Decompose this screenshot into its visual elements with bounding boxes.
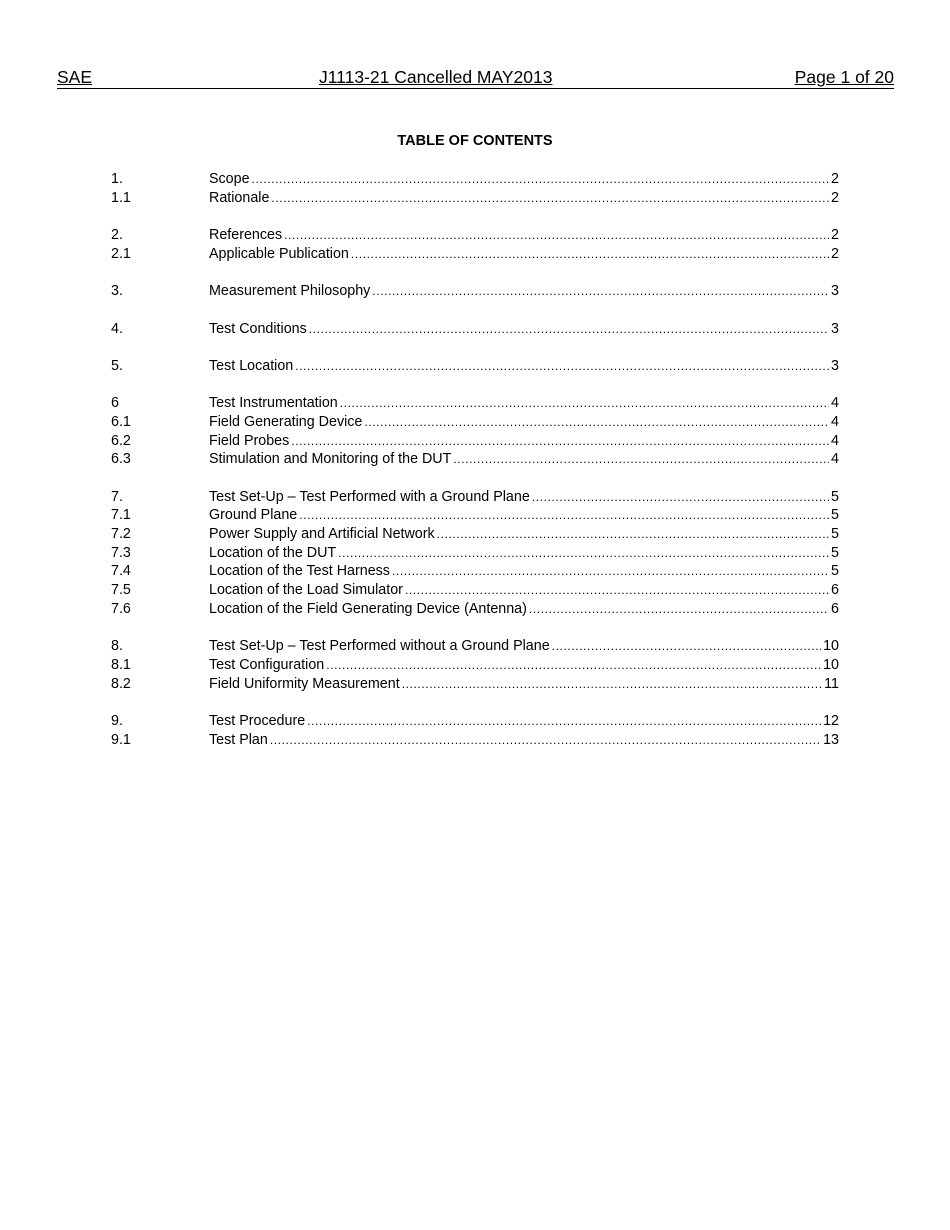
header-document-id: J1113-21 Cancelled MAY2013 bbox=[319, 67, 553, 87]
toc-entry-page: 3 bbox=[831, 357, 839, 374]
toc-entry-number: 8.1 bbox=[111, 656, 131, 673]
toc-entry[interactable] bbox=[111, 525, 839, 544]
dot-leader bbox=[351, 245, 829, 264]
toc-entry-page: 3 bbox=[831, 320, 839, 337]
toc-entry-title: Location of the Test Harness bbox=[209, 563, 390, 580]
toc-entry-number: 6 bbox=[111, 395, 119, 412]
toc-entry[interactable] bbox=[111, 282, 839, 301]
toc-entry[interactable] bbox=[111, 245, 839, 264]
toc-entry-page: 3 bbox=[831, 283, 839, 300]
toc-entry-page: 11 bbox=[824, 675, 839, 692]
dot-leader bbox=[270, 731, 821, 750]
toc-entry-number: 9. bbox=[111, 712, 123, 729]
dot-leader bbox=[437, 525, 829, 544]
toc-entry-number: 6.1 bbox=[111, 413, 131, 430]
toc-entry-number: 6.2 bbox=[111, 432, 131, 449]
dot-leader bbox=[299, 506, 829, 525]
toc-entry-title: Ground Plane bbox=[209, 507, 298, 524]
toc-entry-page: 5 bbox=[831, 526, 839, 543]
toc-entry-number: 1. bbox=[111, 171, 123, 187]
toc-entry[interactable] bbox=[111, 731, 839, 750]
dot-leader bbox=[309, 320, 829, 339]
dot-leader bbox=[252, 170, 830, 189]
toc-entry[interactable] bbox=[111, 544, 839, 563]
toc-entry-number: 6.3 bbox=[111, 451, 131, 468]
toc-entry-number: 8. bbox=[111, 638, 123, 655]
toc-entry[interactable] bbox=[111, 394, 839, 413]
toc-entry[interactable] bbox=[111, 600, 839, 619]
dot-leader bbox=[405, 581, 829, 600]
toc-entry[interactable] bbox=[111, 656, 839, 675]
dot-leader bbox=[295, 357, 829, 376]
toc-entry[interactable] bbox=[111, 450, 839, 469]
toc-entry[interactable] bbox=[111, 320, 839, 339]
toc-heading: TABLE OF CONTENTS bbox=[397, 133, 553, 149]
dot-leader bbox=[291, 432, 829, 451]
dot-leader bbox=[532, 488, 829, 507]
toc-entry-page: 5 bbox=[831, 544, 839, 561]
toc-entry-title: References bbox=[209, 227, 283, 244]
dot-leader bbox=[326, 656, 821, 675]
toc-entry-number: 1.1 bbox=[111, 189, 131, 206]
toc-entry-page: 12 bbox=[823, 712, 839, 729]
page-header bbox=[57, 66, 894, 89]
toc-entry-title: Field Uniformity Measurement bbox=[209, 675, 400, 692]
toc-entry[interactable] bbox=[111, 562, 839, 581]
toc-entry-title: Test Procedure bbox=[209, 712, 306, 729]
toc-entry[interactable] bbox=[111, 189, 839, 208]
dot-leader bbox=[307, 712, 821, 731]
dot-leader bbox=[552, 637, 821, 656]
toc-entry-page: 10 bbox=[823, 656, 839, 673]
toc-entry-title: Location of the Field Generating Device (Antenna) bbox=[209, 600, 527, 617]
toc-entry-title: Test Instrumentation bbox=[209, 395, 338, 412]
dot-leader bbox=[392, 562, 829, 581]
toc-entry-number: 2.1 bbox=[111, 245, 131, 262]
dot-leader bbox=[529, 600, 829, 619]
toc-entry-number: 7.1 bbox=[111, 507, 131, 524]
toc-entry[interactable] bbox=[111, 581, 839, 600]
toc-entry[interactable] bbox=[111, 712, 839, 731]
toc-entry-number: 7.5 bbox=[111, 582, 131, 599]
toc-entry-number: 4. bbox=[111, 320, 123, 337]
toc-entry-page: 4 bbox=[831, 432, 839, 449]
toc-entry[interactable] bbox=[111, 432, 839, 451]
toc-entry-number: 9.1 bbox=[111, 731, 131, 748]
toc-entry-page: 5 bbox=[831, 488, 839, 505]
toc-entry-page: 5 bbox=[831, 507, 839, 524]
header-page-number: Page 1 of 20 bbox=[794, 67, 894, 87]
toc-entry-title: Test Set-Up – Test Performed without a Ground Plane bbox=[209, 638, 550, 655]
toc-entry-page: 2 bbox=[831, 227, 839, 244]
toc-entry-page: 2 bbox=[831, 171, 839, 187]
toc-entry-number: 7.2 bbox=[111, 526, 131, 543]
toc-entry-title: Test Set-Up – Test Performed with a Ground Plane bbox=[209, 488, 530, 505]
dot-leader bbox=[364, 413, 829, 432]
toc-entry[interactable] bbox=[111, 170, 839, 189]
toc-entry-title: Location of the Load Simulator bbox=[209, 582, 403, 599]
toc-entry-title: Field Generating Device bbox=[209, 413, 363, 430]
table-of-contents bbox=[111, 170, 839, 749]
toc-entry[interactable] bbox=[111, 637, 839, 656]
toc-entry[interactable] bbox=[111, 413, 839, 432]
toc-entry-number: 7.3 bbox=[111, 544, 131, 561]
toc-entry-page: 4 bbox=[831, 413, 839, 430]
toc-entry[interactable] bbox=[111, 488, 839, 507]
toc-entry-number: 2. bbox=[111, 227, 123, 244]
toc-entry-page: 6 bbox=[831, 582, 839, 599]
toc-entry-number: 8.2 bbox=[111, 675, 131, 692]
toc-entry[interactable] bbox=[111, 675, 839, 694]
toc-entry[interactable] bbox=[111, 357, 839, 376]
toc-entry-number: 7.4 bbox=[111, 563, 131, 580]
toc-entry-title: Test Configuration bbox=[209, 656, 325, 673]
dot-leader bbox=[338, 544, 829, 563]
toc-entry-title: Test Location bbox=[209, 357, 294, 374]
toc-entry-title: Stimulation and Monitoring of the DUT bbox=[209, 451, 452, 468]
toc-entry-page: 4 bbox=[831, 395, 839, 412]
dot-leader bbox=[402, 675, 822, 694]
toc-entry-number: 3. bbox=[111, 283, 123, 300]
toc-entry-title: Test Conditions bbox=[209, 320, 307, 337]
toc-entry-title: Applicable Publication bbox=[209, 245, 349, 262]
toc-entry-number: 5. bbox=[111, 357, 123, 374]
header-org: SAE bbox=[57, 67, 93, 87]
toc-entry[interactable] bbox=[111, 226, 839, 245]
toc-entry-page: 6 bbox=[831, 600, 839, 617]
toc-entry-page: 5 bbox=[831, 563, 839, 580]
toc-entry-number: 7. bbox=[111, 488, 123, 505]
toc-entry-number: 7.6 bbox=[111, 600, 131, 617]
toc-entry-title: Scope bbox=[209, 171, 250, 187]
toc-entry-page: 4 bbox=[831, 451, 839, 468]
toc-entry-title: Field Probes bbox=[209, 432, 290, 449]
toc-entry-title: Rationale bbox=[209, 189, 270, 206]
dot-leader bbox=[284, 226, 829, 245]
toc-entry-page: 2 bbox=[831, 245, 839, 262]
toc-entry-page: 13 bbox=[823, 731, 839, 748]
toc-entry-title: Power Supply and Artificial Network bbox=[209, 526, 435, 543]
toc-entry-title: Measurement Philosophy bbox=[209, 283, 371, 300]
toc-entry-page: 2 bbox=[831, 189, 839, 206]
toc-entry-title: Test Plan bbox=[209, 731, 268, 748]
dot-leader bbox=[340, 394, 829, 413]
dot-leader bbox=[372, 282, 829, 301]
dot-leader bbox=[271, 189, 829, 208]
toc-entry[interactable] bbox=[111, 506, 839, 525]
toc-entry-page: 10 bbox=[823, 638, 839, 655]
toc-entry-title: Location of the DUT bbox=[209, 544, 337, 561]
dot-leader bbox=[453, 450, 829, 469]
